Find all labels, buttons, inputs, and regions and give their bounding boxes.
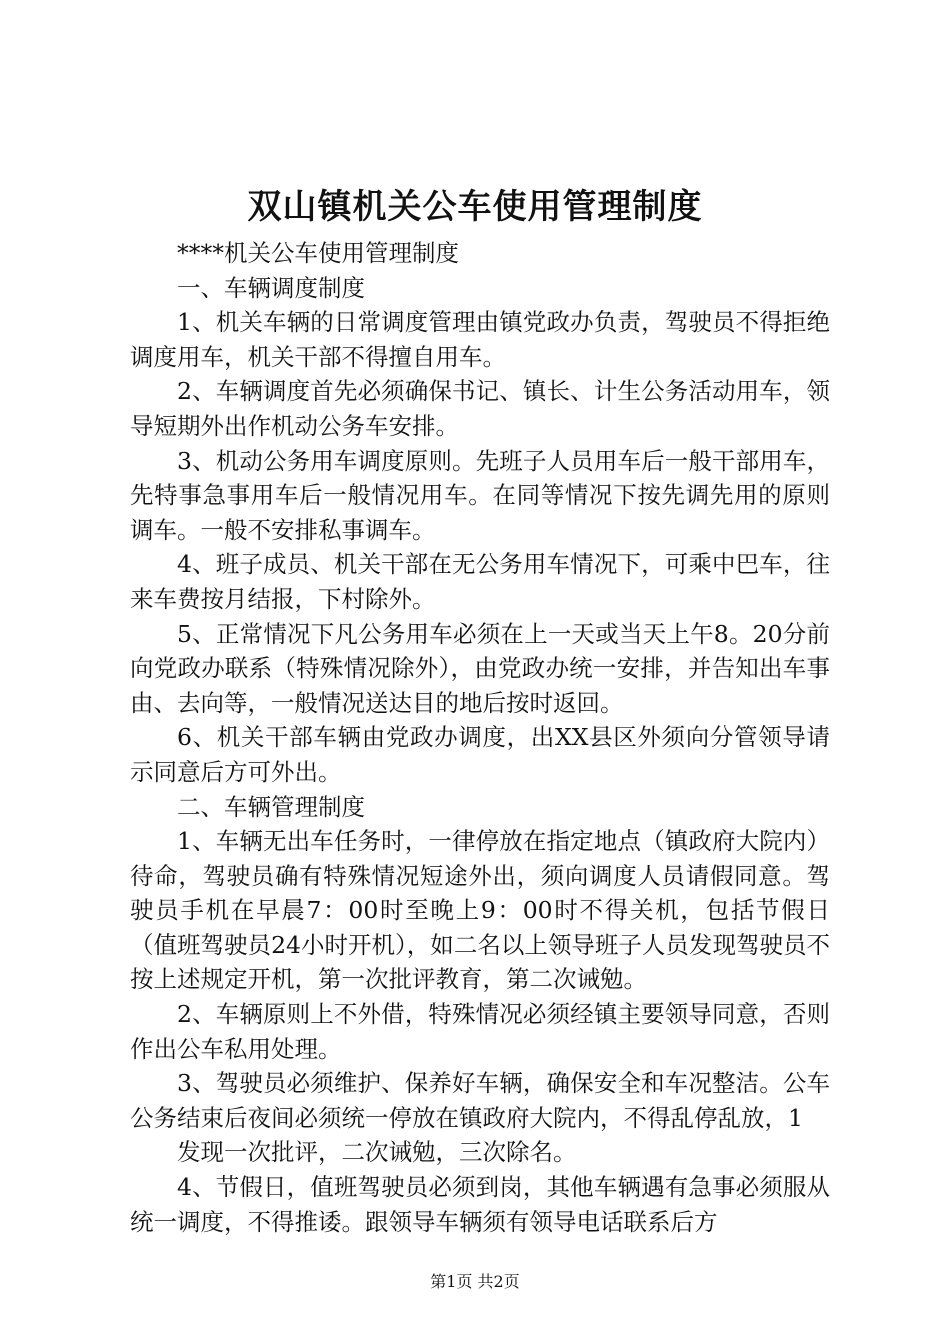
paragraph: 发现一次批评，二次诫勉，三次除名。 <box>177 1138 577 1167</box>
paragraph: 5、正常情况下凡公务用车必须在上一天或当天上午8。20分前向党政办联系（特殊情况除外），由党政办统一安排，并告知出车事由、去向等，一般情况送达目的地后按时返回。 <box>130 619 830 717</box>
paragraph: 6、机关干部车辆由党政办调度，出XX县区外须向分管领导请示同意后方可外出。 <box>130 723 830 786</box>
paragraph-subtitle: ****机关公车使用管理制度 <box>177 239 459 267</box>
paragraph: 4、班子成员、机关干部在无公务用车情况下，可乘中巴车，往来车费按月结报，下村除外。 <box>130 550 830 613</box>
paragraph: 2、车辆调度首先必须确保书记、镇长、计生公务活动用车，领导短期外出作机动公务车安排。 <box>130 377 830 440</box>
paragraph: 4、节假日，值班驾驶员必须到岗，其他车辆遇有急事必须服从统一调度，不得推诿。跟领导车辆须有领导电话联系后方 <box>130 1173 830 1236</box>
paragraph: 2、车辆原则上不外借，特殊情况必须经镇主要领导同意，否则作出公车私用处理。 <box>130 1000 830 1063</box>
paragraph: 1、机关车辆的日常调度管理由镇党政办负责，驾驶员不得拒绝调度用车，机关干部不得擅自用车。 <box>130 308 830 371</box>
document-body <box>130 236 830 1239</box>
section-heading-dispatch: 一、车辆调度制度 <box>177 273 365 302</box>
page-footer: 第1页 共2页 <box>430 1272 520 1291</box>
paragraph: 3、驾驶员必须维护、保养好车辆，确保安全和车况整洁。公车公务结束后夜间必须统一停放在镇政府大院内，不得乱停乱放，1 <box>130 1069 830 1132</box>
paragraph: 1、车辆无出车任务时，一律停放在指定地点（镇政府大院内）待命，驾驶员确有特殊情况短途外出，须向调度人员请假同意。驾驶员手机在早晨7：00时至晚上9：00时不得关机，包括节假日（值班驾驶员24小时开机），如二名以上领导班子人员发现驾驶员不按上述规定开机，第一次批评教育，第二次诫勉。 <box>130 827 830 994</box>
document-title: 双山镇机关公车使用管理制度 <box>247 187 703 227</box>
paragraph: 3、机动公务用车调度原则。先班子人员用车后一般干部用车，先特事急事用车后一般情况用车。在同等情况下按先调先用的原则调车。一般不安排私事调车。 <box>130 446 830 544</box>
section-heading-management: 二、车辆管理制度 <box>177 792 365 821</box>
